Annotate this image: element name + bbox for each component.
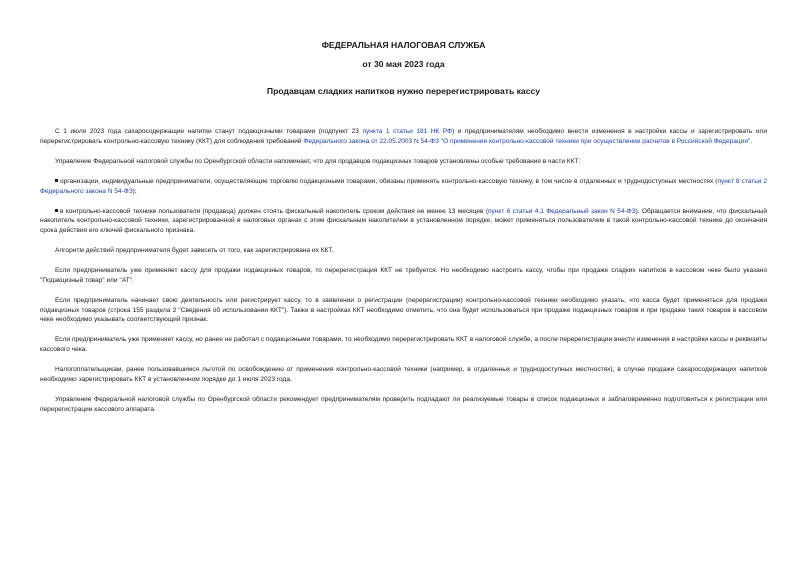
paragraph-text: ); bbox=[132, 187, 137, 195]
paragraph-1 bbox=[40, 127, 767, 146]
paragraph-text: С 1 июля 2023 года сахаросодержащие напитки станут подакцизными товарами (подпункт 23 bbox=[55, 128, 363, 135]
bullet-icon bbox=[55, 209, 58, 212]
paragraph-text: . bbox=[750, 137, 753, 145]
paragraph-8: Если предприниматель уже применяет кассу, но ранее не работал с подакцизными товарами, то необходимо перерегистрировать ККТ в налоговой службе, а после перерегистрации внести изменения в настройки кассы и реквизиты кассового чека. bbox=[40, 336, 767, 354]
paragraph-text: ) и предпринимателям необходимо внести изменения в настройки кассы и зарегистрировать или перерегистрировать контрольно-кассовую технику (ККТ) для соблюдения требований bbox=[40, 128, 767, 145]
paragraph-text: организации, индивидуальные предприниматели, осуществляющие торговлю подакцизными товарами, обязаны применять контрольно-кассовую технику, в том числе в отдаленных и труднодоступных местностях ( bbox=[60, 177, 718, 185]
paragraph-6: Если предприниматель уже применяет кассу для продажи подакцизных товаров, то перерегистрация ККТ не требуется. Но необходимо настроить кассу, чтобы при продаже сладких напитков в кассовом чеке было указано "Подакцизный товар" или "АТ". bbox=[40, 267, 767, 284]
bullet-icon bbox=[55, 179, 58, 182]
paragraph-9: Налогоплательщикам, ранее пользовавшимся льготой по освобождению от применения контрольно-кассовой техники (например, в отдаленных и труднодоступных местностях), в случае продажи сахаросодержащих напитков необходимо зарегистрировать ККТ в установленном порядке до 1 июля 2023 года. bbox=[40, 366, 767, 383]
paragraph-text: в контрольно-кассовой технике пользователя (продавца) должен стоять фискальный накопитель сроком действия не менее 13 месяцев ( bbox=[60, 207, 488, 215]
paragraph-3 bbox=[40, 177, 767, 196]
document-title: Продавцам сладких напитков нужно перерегистрировать кассу bbox=[266, 86, 541, 96]
paragraph-text: ). Обращается внимание, что фискальный накопитель контрольно-кассовой техники, зарегистрированной в налоговых органах с этим фискальным накопителем в установленном порядке, может применяться пользователем в такой контрольно-кассовой технике до окончания срока действия его ключей фискального признака. bbox=[40, 207, 767, 234]
paragraph-7: Если предприниматель начинает свою деятельность или регистрирует кассу, то в заявлении о регистрации (перерегистрации) контрольно-кассовой техники необходимо указать, что касса будет применяться для продажи подакцизных товаров (строка 155 раздела 2 "Сведения об использовании ККТ"). Также в настройках ККТ необходимо отметить, что она будет использоваться при продаже подакцизных товаров и при продаже таких товаров в кассовом чеке необходимо указывать соответствующий признак. bbox=[40, 297, 767, 324]
link-federal-law-54fz[interactable]: Федерального закона от 22.05.2003 N 54-ФЗ "О применении контрольно-кассовой техники при осуществлении расчетов в Российской Федерации" bbox=[303, 137, 751, 145]
link-nk-rf-181[interactable]: пункта 1 статьи 181 НК РФ bbox=[362, 128, 453, 135]
agency-heading: ФЕДЕРАЛЬНАЯ НАЛОГОВАЯ СЛУЖБА bbox=[321, 40, 486, 50]
paragraph-5: Алгоритм действий предпринимателя будет зависеть от того, как зарегистрирована их ККТ. bbox=[55, 247, 334, 255]
paragraph-10: Управление Федеральной налоговой службы по Оренбургской области рекомендует предпринимателям проверить подпадают ли реализуемые товары в список подакцизных и заблаговременно подготовиться к регистрации или перерегистрации кассового аппарата. bbox=[40, 396, 767, 413]
document-body bbox=[40, 127, 767, 425]
link-54fz-article-4-1[interactable]: пункт 6 статьи 4.1 Федеральный закон N 54-ФЗ bbox=[488, 207, 636, 215]
paragraph-4 bbox=[40, 207, 767, 236]
link-54fz-article-2[interactable]: пункт 8 статьи 2 Федерального закона N 54-ФЗ bbox=[40, 177, 767, 195]
document-date: от 30 мая 2023 года bbox=[362, 59, 445, 69]
paragraph-2: Управление Федеральной налоговой службы по Оренбургской области напоминает, что для продавцов подакцизных товаров установлены особые требования в части ККТ: bbox=[55, 157, 581, 165]
